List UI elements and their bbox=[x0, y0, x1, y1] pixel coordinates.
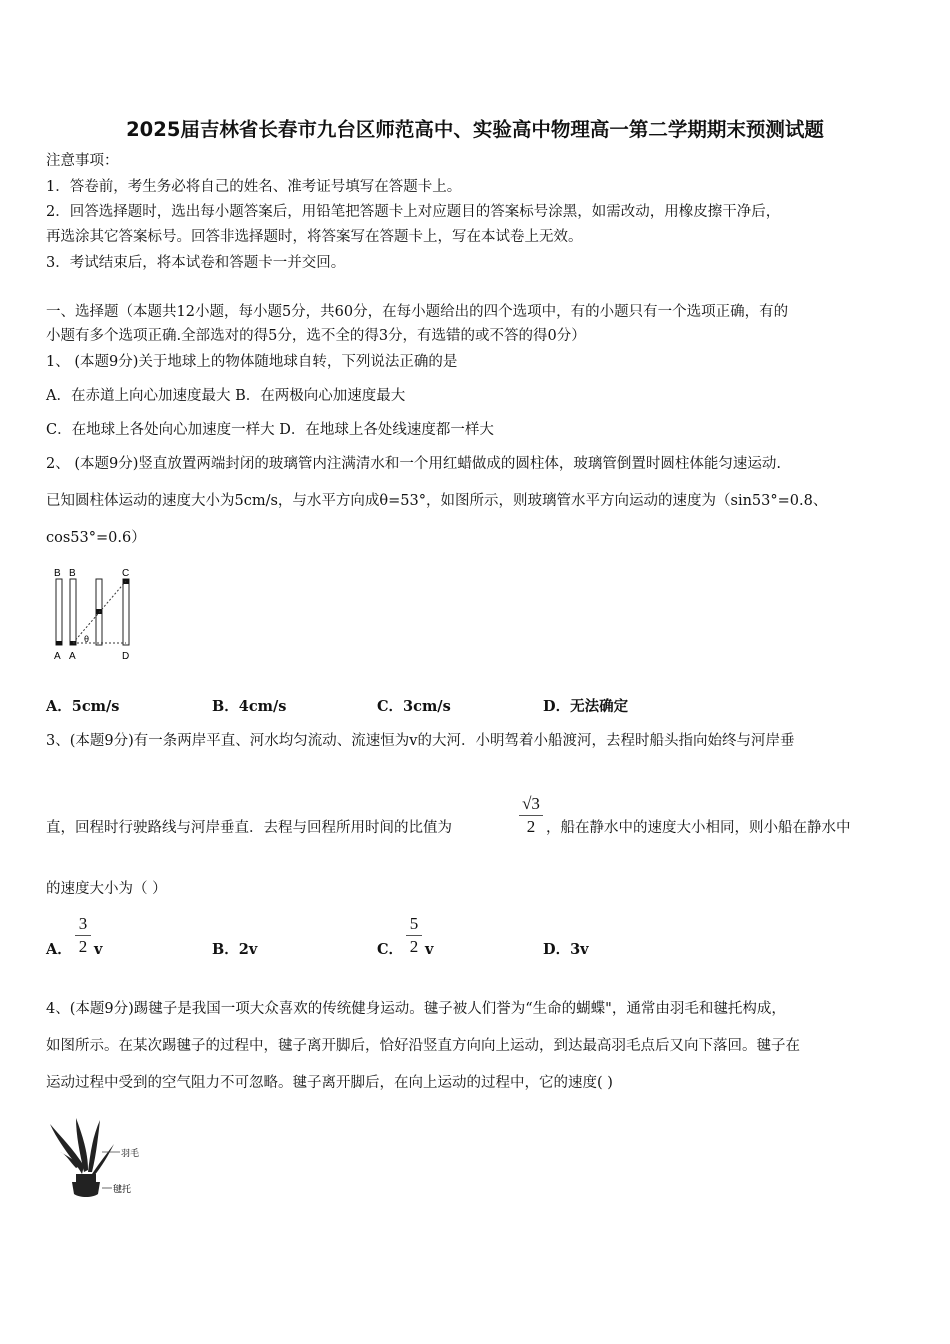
fraction-bar bbox=[75, 935, 91, 936]
q3-option-a-denominator: 2 bbox=[78, 937, 88, 956]
q4-base-label: 毽托 bbox=[113, 1184, 132, 1194]
q4-line1: 4、(本题9分)踢毽子是我国一项大众喜欢的传统健身运动。毽子被人们誉为“生命的蝴蝶"，通常由羽毛和毽托构成， bbox=[46, 1001, 786, 1017]
q3-ratio-denominator: 2 bbox=[526, 817, 536, 836]
exam-title: 2025届吉林省长春市九台区师范高中、实验高中物理高一第二学期期末预测试题 bbox=[126, 118, 824, 141]
notice-item-1: 1．答卷前，考生务必将自己的姓名、准考证号填写在答题卡上。 bbox=[46, 179, 462, 195]
q3-option-a-fraction bbox=[75, 914, 91, 957]
q2-label-b1: B bbox=[54, 568, 61, 579]
feather-icon bbox=[50, 1118, 114, 1176]
q2-label-a1: A bbox=[54, 651, 61, 662]
fraction-bar bbox=[406, 935, 422, 936]
q4-base-ring bbox=[76, 1174, 96, 1182]
q4-line2: 如图所示。在某次踢毽子的过程中，毽子离开脚后，恰好沿竖直方向向上运动，到达最高羽毛点后又向下落回。毽子在 bbox=[46, 1038, 800, 1054]
q3-option-c-denominator: 2 bbox=[409, 937, 419, 956]
q4-base bbox=[72, 1182, 100, 1197]
q3-option-c-fraction bbox=[406, 914, 422, 957]
q3-option-c-unit: v bbox=[425, 941, 434, 958]
q3-option-a-label: A． bbox=[46, 941, 72, 958]
q2-path-line bbox=[73, 581, 126, 643]
q2-option-d: D．无法确定 bbox=[543, 698, 629, 715]
q2-label-c: C bbox=[122, 568, 130, 579]
q2-label-b2: B bbox=[69, 568, 76, 579]
q2-line2: 已知圆柱体运动的速度大小为5cm/s，与水平方向成θ=53°，如图所示，则玻璃管水平方向运动的速度为（sin53°=0.8、 bbox=[46, 493, 828, 509]
q2-tube-4 bbox=[123, 579, 129, 645]
q2-angle-label: θ bbox=[84, 634, 90, 644]
q1-options-row2: C．在地球上各处向心加速度一样大 D．在地球上各处线速度都一样大 bbox=[46, 422, 494, 438]
q3-line2-start: 直，回程时行驶路线与河岸垂直．去程与回程所用时间的比值为 bbox=[46, 820, 452, 836]
q2-tube-2 bbox=[70, 579, 76, 645]
q3-option-b: B．2v bbox=[212, 941, 258, 958]
q4-feather-label: 羽毛 bbox=[121, 1148, 140, 1158]
q2-tube-figure bbox=[48, 566, 138, 664]
q2-label-d: D bbox=[122, 651, 130, 662]
q2-line3: cos53°=0.6） bbox=[46, 530, 146, 546]
notice-heading: 注意事项： bbox=[46, 153, 119, 169]
notice-item-3: 3．考试结束后，将本试卷和答题卡一并交回。 bbox=[46, 255, 346, 271]
q1-options-row1: A．在赤道上向心加速度最大 B．在两极向心加速度最大 bbox=[46, 388, 406, 404]
q3-ratio-fraction bbox=[519, 794, 543, 837]
q4-line3: 运动过程中受到的空气阻力不可忽略。毽子离开脚后，在向上运动的过程中，它的速度( ) bbox=[46, 1075, 613, 1091]
q4-shuttlecock-figure bbox=[46, 1116, 150, 1202]
q3-option-c-label: C． bbox=[377, 941, 404, 958]
q1-stem: 1、 (本题9分)关于地球上的物体随地球自转，下列说法正确的是 bbox=[46, 354, 458, 370]
notice-item-2: 2．回答选择题时，选出每小题答案后，用铅笔把答题卡上对应题目的答案标号涂黑，如需改动，用橡皮擦干净后， bbox=[46, 204, 781, 220]
q3-line2-end: ，船在静水中的速度大小相同，则小船在静水中 bbox=[546, 820, 851, 836]
q2-line1: 2、 (本题9分)竖直放置两端封闭的玻璃管内注满清水和一个用红蜡做成的圆柱体，玻璃管倒置时圆柱体能匀速运动. bbox=[46, 456, 781, 472]
section1-line1: 一、选择题（本题共12小题，每小题5分，共60分，在每小题给出的四个选项中，有的小题只有一个选项正确，有的 bbox=[46, 304, 789, 320]
q2-option-c: C．3cm/s bbox=[377, 698, 451, 715]
q3-option-d: D．3v bbox=[543, 941, 589, 958]
fraction-bar bbox=[519, 815, 543, 816]
section1-line2: 小题有多个选项正确.全部选对的得5分，选不全的得3分，有选错的或不答的得0分） bbox=[46, 328, 586, 344]
q2-option-a: A．5cm/s bbox=[46, 698, 120, 715]
notice-item-2-cont: 再选涂其它答案标号。回答非选择题时，将答案写在答题卡上，写在本试卷上无效。 bbox=[46, 229, 583, 245]
q2-wax-1 bbox=[56, 641, 62, 645]
q2-label-a2: A bbox=[69, 651, 76, 662]
q3-line3: 的速度大小为（ ） bbox=[46, 881, 167, 897]
q3-ratio-numerator: √3 bbox=[522, 794, 540, 813]
q3-option-c-numerator: 5 bbox=[409, 914, 419, 933]
q2-tube-1 bbox=[56, 579, 62, 645]
q3-option-a-numerator: 3 bbox=[78, 914, 88, 933]
q3-option-a-unit: v bbox=[94, 941, 103, 958]
q2-option-b: B．4cm/s bbox=[212, 698, 287, 715]
q2-wax-3 bbox=[96, 609, 102, 614]
q3-line1: 3、(本题9分)有一条两岸平直、河水均匀流动、流速恒为v的大河．小明驾着小船渡河，去程时船头指向始终与河岸垂 bbox=[46, 733, 795, 749]
